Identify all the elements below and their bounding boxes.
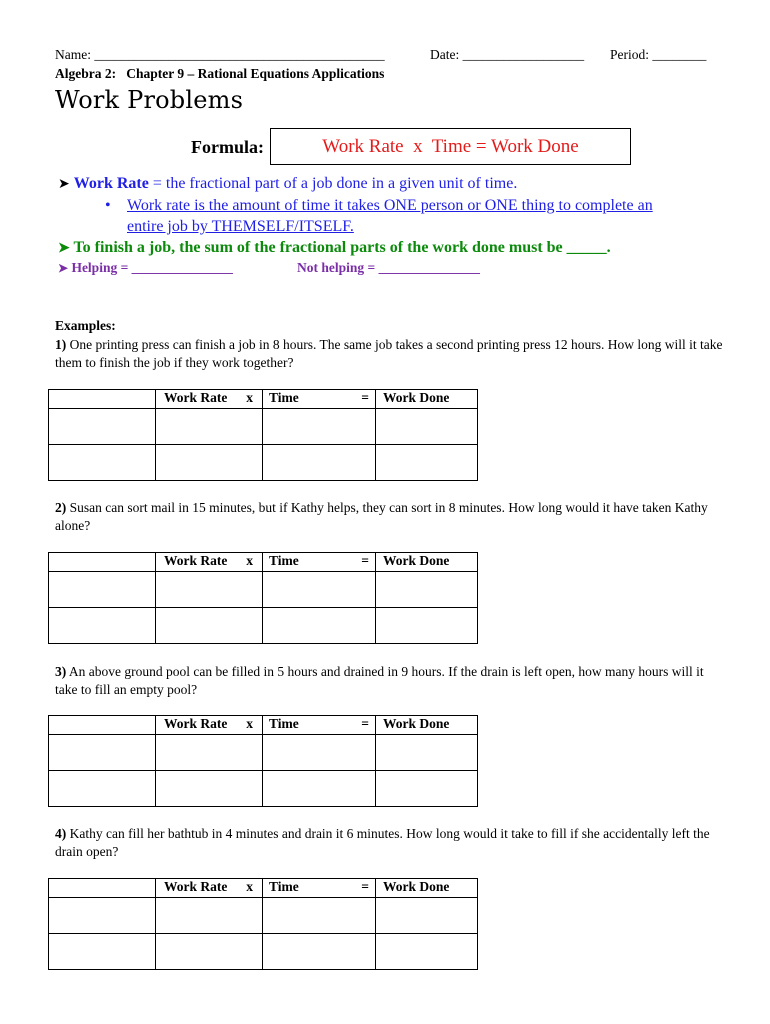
table-cell[interactable] [49, 445, 156, 481]
helping-text: Helping = _______________ [71, 260, 233, 275]
work-table-3 [48, 715, 478, 807]
table-cell [49, 390, 156, 409]
table-cell[interactable] [156, 898, 263, 934]
table-header-work-done: Work Done [376, 553, 478, 572]
table-row [49, 409, 478, 445]
table-cell[interactable] [49, 608, 156, 644]
period-line [610, 47, 706, 63]
problem-number: 3) [55, 664, 67, 679]
table-cell[interactable] [376, 898, 478, 934]
table-cell[interactable] [156, 572, 263, 608]
table-header-work-rate: Work Rate x [156, 553, 263, 572]
problem-1 [55, 336, 725, 372]
table-cell[interactable] [263, 608, 376, 644]
arrow-bullet-icon: ➤ [58, 241, 70, 256]
formula-label: Formula: [191, 137, 264, 157]
work-table-2 [48, 552, 478, 644]
problem-text: Susan can sort mail in 15 minutes, but if Kathy helps, they can sort in 8 minutes. How long would it have taken Kathy alone? [55, 500, 708, 533]
period-blank[interactable]: ________ [652, 47, 707, 62]
table-cell[interactable] [263, 898, 376, 934]
table-cell[interactable] [263, 735, 376, 771]
finish-rule-bullet [58, 239, 611, 257]
table-cell[interactable] [263, 409, 376, 445]
not-helping-text: Not helping = _______________ [297, 260, 480, 275]
table-cell[interactable] [376, 735, 478, 771]
table-header-work-rate: Work Rate x [156, 390, 263, 409]
table-cell[interactable] [376, 572, 478, 608]
problem-number: 2) [55, 500, 67, 515]
table-header-row [49, 390, 478, 409]
table-header-time: Time = [263, 716, 376, 735]
table-cell[interactable] [49, 898, 156, 934]
table-cell[interactable] [49, 934, 156, 970]
work-table-1 [48, 389, 478, 481]
table-cell[interactable] [263, 445, 376, 481]
table-cell[interactable] [49, 409, 156, 445]
table-cell[interactable] [49, 771, 156, 807]
finish-rule-text: To finish a job, the sum of the fractional parts of the work done must be _____. [73, 239, 611, 256]
table-header-work-done: Work Done [376, 879, 478, 898]
date-blank[interactable]: __________________ [462, 47, 585, 62]
work-table-4 [48, 878, 478, 970]
table-cell[interactable] [376, 445, 478, 481]
name-label: Name: [55, 47, 91, 62]
table-cell[interactable] [376, 608, 478, 644]
formula-text: Work Rate x Time = Work Done [322, 136, 579, 157]
table-cell[interactable] [156, 445, 263, 481]
problem-3 [55, 663, 725, 699]
problem-text: One printing press can finish a job in 8 hours. The same job takes a second printing press 12 hours. How long will it take them to finish the job if they work together? [55, 337, 723, 370]
table-row [49, 572, 478, 608]
table-header-work-done: Work Done [376, 390, 478, 409]
table-cell[interactable] [376, 409, 478, 445]
problem-text: An above ground pool can be filled in 5 hours and drained in 9 hours. If the drain is left open, how many hours will it take to fill an empty pool? [55, 664, 704, 697]
date-label: Date: [430, 47, 460, 62]
table-header-time: Time = [263, 879, 376, 898]
sub-bullet-line2: entire job by THEMSELF/ITSELF. [127, 218, 354, 235]
table-cell[interactable] [49, 572, 156, 608]
table-cell[interactable] [49, 735, 156, 771]
table-row [49, 735, 478, 771]
table-header-time: Time = [263, 390, 376, 409]
table-header-time: Time = [263, 553, 376, 572]
table-header-work-done: Work Done [376, 716, 478, 735]
problem-number: 1) [55, 337, 67, 352]
page-title: Work Problems [55, 86, 244, 114]
table-header-work-rate: Work Rate x [156, 716, 263, 735]
date-line [430, 47, 584, 63]
table-row [49, 898, 478, 934]
table-cell [49, 716, 156, 735]
table-row [49, 771, 478, 807]
work-rate-definition: = the fractional part of a job done in a given unit of time. [148, 175, 518, 192]
work-rate-bullet [58, 175, 517, 193]
table-cell[interactable] [376, 771, 478, 807]
table-header-row [49, 716, 478, 735]
arrow-bullet-icon: ➤ [58, 261, 69, 275]
table-cell[interactable] [263, 572, 376, 608]
problem-2 [55, 499, 725, 535]
table-cell[interactable] [156, 771, 263, 807]
table-row [49, 445, 478, 481]
sub-bullet-dot-icon: • [105, 197, 111, 214]
table-cell[interactable] [263, 771, 376, 807]
examples-heading: Examples: [55, 318, 116, 333]
table-cell[interactable] [156, 608, 263, 644]
name-blank[interactable]: ___________________________________________ [94, 47, 385, 62]
table-cell[interactable] [156, 409, 263, 445]
helping-bullet [58, 260, 233, 276]
table-header-row [49, 879, 478, 898]
problem-4 [55, 825, 725, 861]
table-cell[interactable] [156, 735, 263, 771]
table-cell [49, 553, 156, 572]
work-rate-term: Work Rate [73, 175, 149, 192]
formula-box [270, 128, 631, 165]
name-line [55, 47, 385, 63]
sub-bullet-line1: Work rate is the amount of time it takes ONE person or ONE thing to complete an [127, 197, 653, 214]
table-cell[interactable] [376, 934, 478, 970]
table-cell[interactable] [263, 934, 376, 970]
arrow-bullet-icon: ➤ [58, 177, 70, 192]
course-subtitle: Algebra 2: Chapter 9 – Rational Equations Applications [55, 66, 385, 81]
table-header-row [49, 553, 478, 572]
table-cell[interactable] [156, 934, 263, 970]
table-row [49, 934, 478, 970]
table-row [49, 608, 478, 644]
table-header-work-rate: Work Rate x [156, 879, 263, 898]
problem-number: 4) [55, 826, 67, 841]
table-cell [49, 879, 156, 898]
problem-text: Kathy can fill her bathtub in 4 minutes and drain it 6 minutes. How long would it take to fill if she accidentally left the drain open? [55, 826, 710, 859]
period-label: Period: [610, 47, 649, 62]
